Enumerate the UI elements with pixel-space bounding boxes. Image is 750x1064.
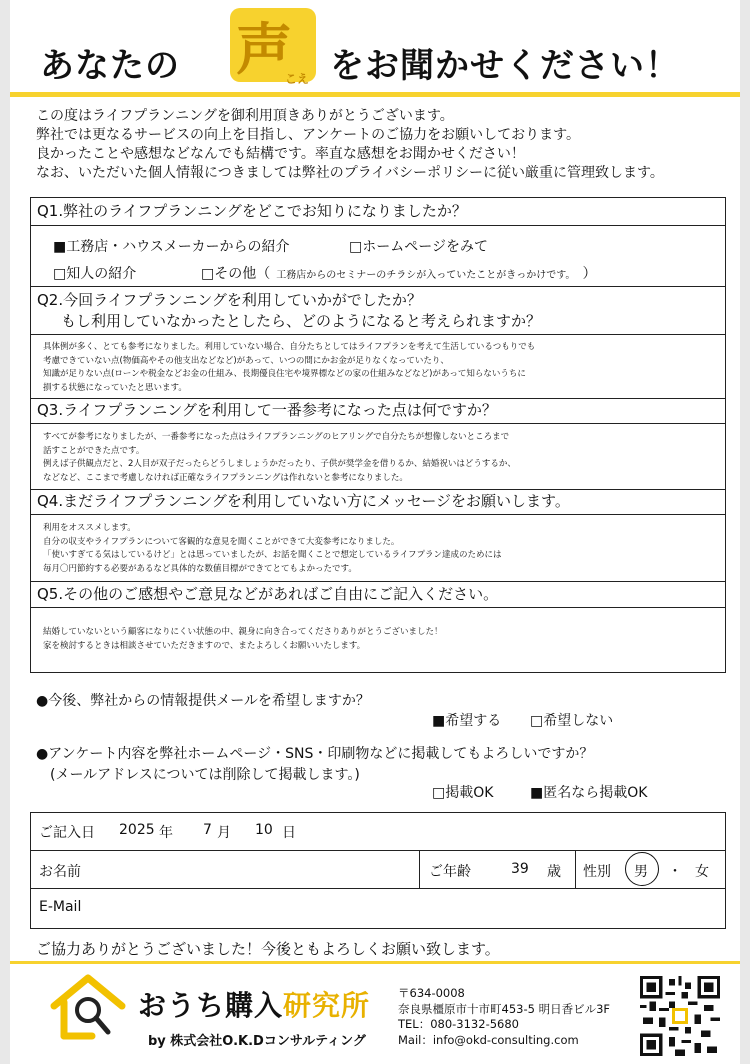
intro-line: なお、いただいた個人情報につきましては弊社のプライバシーポリシーに従い厳重に管理致します。 (36, 165, 664, 181)
divider (31, 888, 725, 889)
date-year[interactable]: 2025 (119, 822, 155, 838)
answer-line: 考慮できていない点(物価高やその他支出などなど)があって、いつの間にかお金が足りなくなっていたり、 (43, 355, 449, 366)
date-month[interactable]: 7 (203, 822, 212, 838)
intro-line: 弊社では更なるサービスの向上を目指し、アンケートのご協力をお願いしております。 (36, 127, 581, 143)
pref2-option-anonymous[interactable]: ■匿名なら掲載OK (530, 785, 648, 801)
q4-question: Q4.まだライフプランニングを利用していない方にメッセージをお願いします。 (31, 489, 725, 515)
respondent-form (30, 812, 726, 929)
divider (31, 334, 725, 335)
answer-line: すべてが参考になりましたが、一番参考になった点はライフプランニングのヒアリングで自分たちが想像しないところまで (43, 432, 510, 442)
gender-male[interactable]: 男 (634, 864, 648, 880)
answer-line: 家を検討するときは相談させていただきますので、またよろしくお願いいたします。 (43, 640, 366, 651)
answer-line: などなど、ここまで考慮しなければ正確なライフプランニングは作れないと参考になりました。 (43, 472, 408, 483)
gender-separator: ・ (668, 864, 682, 880)
day-unit: 日 (282, 825, 296, 841)
title-right: をお聞かせください！ (330, 46, 680, 86)
month-unit: 月 (217, 825, 231, 841)
title-ruby: こえ (285, 72, 310, 86)
header (10, 0, 740, 92)
answer-line: 損する状態になっていたと思います。 (43, 382, 187, 393)
q3-question: Q3.ライフプランニングを利用して一番参考になった点は何ですか？ (31, 398, 725, 424)
answer-line: 自分の収支やライフプランについて客観的な意見を聞くことができて大変参考になりました。 (43, 536, 400, 547)
answer-line: 毎月〇円節約する必要があるなど具体的な数値目標ができてとてもよかったです。 (43, 563, 357, 574)
divider (419, 850, 420, 888)
divider (31, 850, 725, 851)
title-left: あなたの (40, 46, 180, 86)
age-value[interactable]: 39 (511, 861, 529, 877)
q1-option-friend[interactable]: □知人の紹介 (53, 266, 137, 282)
footer (10, 964, 740, 1064)
age-unit: 歳 (547, 864, 561, 880)
q1-option-other[interactable] (201, 263, 596, 283)
pref2-option-ok[interactable]: □掲載OK (432, 785, 494, 801)
age-label: ご年齢 (429, 864, 471, 880)
gender-female[interactable]: 女 (695, 864, 709, 880)
answer-line: 知識が足りない点(ローンや税金などお金の仕組み、長期優良住宅や境界標などの家の仕組みなどなど)があって知らないうちに (43, 369, 526, 379)
intro-text (36, 107, 726, 183)
address: 奈良県橿原市十市町453-5 明日香ビル3F (398, 1001, 611, 1016)
page-edge-left (0, 0, 10, 1064)
pref1-option-no[interactable]: □希望しない (530, 713, 614, 729)
pref2-question: ●アンケート内容を弊社ホームページ・SNS・印刷物などに掲載してもよろしいですか？ (36, 746, 594, 762)
divider (575, 850, 576, 888)
answer-line: 例えば子供観点だと、2人目が双子だったらどうしましょうかだったり、子供が奨学金を借りるか、結婚祝いはどうするか、 (43, 459, 516, 469)
divider (31, 286, 725, 287)
pref1-question: ●今後、弊社からの情報提供メールを希望しますか？ (36, 693, 370, 709)
pref2-note: (メールアドレスについては削除して掲載します。) (50, 767, 360, 783)
answer-line: 具体例が多く、とても参考になりました。利用していない場合、自分たちとしてはライフプランを考えて生活しているつもりでも (43, 342, 536, 352)
zip-code: 〒634-0008 (398, 986, 465, 1000)
q2-question-line1: Q2.今回ライフプランニングを利用していかがでしたか？ (37, 291, 422, 309)
qr-code-icon[interactable] (640, 976, 720, 1056)
intro-line: 良かったことや感想などなんでも結構です。率直な感想をお聞かせください！ (36, 146, 525, 162)
date-day[interactable]: 10 (255, 822, 273, 838)
q4-answer (43, 522, 713, 576)
page-edge-right (740, 0, 750, 1064)
q1-other-note: 工務店からのセミナーのチラシが入っていたことがきっかけです。 (276, 270, 571, 281)
company-name: by 株式会社O.K.Dコンサルティング (148, 1034, 366, 1049)
house-magnifier-logo-icon (48, 972, 128, 1042)
answer-line: 「使いすぎてる気はしているけど」とは思っていましたが、お話を聞くことで想定しているライフプラン達成のためには (43, 550, 502, 560)
q5-answer (43, 626, 713, 653)
year-unit: 年 (159, 825, 173, 841)
header-underline (10, 92, 740, 97)
q1-option-builder[interactable]: ■工務店・ハウスメーカーからの紹介 (53, 239, 290, 255)
date-label: ご記入日 (39, 825, 95, 841)
q2-question-line2: もし利用していなかったとしたら、どのようになると考えられますか？ (61, 312, 542, 330)
questionnaire-box (30, 197, 726, 673)
q2-question (37, 290, 541, 332)
logo-text (138, 984, 370, 1024)
q1-question: Q1.弊社のライフプランニングをどこでお知りになりましたか？ (31, 198, 725, 226)
thanks-message: ご協力ありがとうございました！今後ともよろしくお願い致します。 (36, 940, 500, 958)
name-label: お名前 (39, 864, 81, 880)
pref1-option-yes[interactable]: ■希望する (432, 713, 502, 729)
q1-other-close: ） (582, 266, 597, 282)
q2-answer (43, 341, 713, 395)
q1-option-homepage[interactable]: □ホームページをみて (349, 239, 488, 255)
gender-label: 性別 (583, 864, 611, 880)
logo-text-black: おうち購入 (138, 989, 284, 1022)
email[interactable]: Mail：info@okd-consulting.com (398, 1032, 579, 1047)
q3-answer (43, 431, 713, 485)
logo-text-yellow: 研究所 (283, 989, 371, 1022)
company-address (398, 986, 610, 1048)
phone[interactable]: TEL：080-3132-5680 (398, 1017, 519, 1031)
answer-line: 話すことができた点です。 (43, 445, 145, 456)
intro-line: この度はライフプランニングを御利用頂きありがとうございます。 (36, 108, 454, 124)
email-label: E-Mail (39, 899, 82, 915)
q5-question: Q5.その他のご感想やご意見などがあればご自由にご記入ください。 (31, 581, 725, 608)
q1-option-other-label: □その他（ (201, 266, 271, 282)
answer-line: 利用をオススメします。 (43, 523, 136, 533)
title-emph: 声 (236, 17, 292, 83)
answer-line: 結婚していないという顧客になりにくい状態の中、親身に向き合ってくださりありがとうございました！ (43, 627, 443, 637)
